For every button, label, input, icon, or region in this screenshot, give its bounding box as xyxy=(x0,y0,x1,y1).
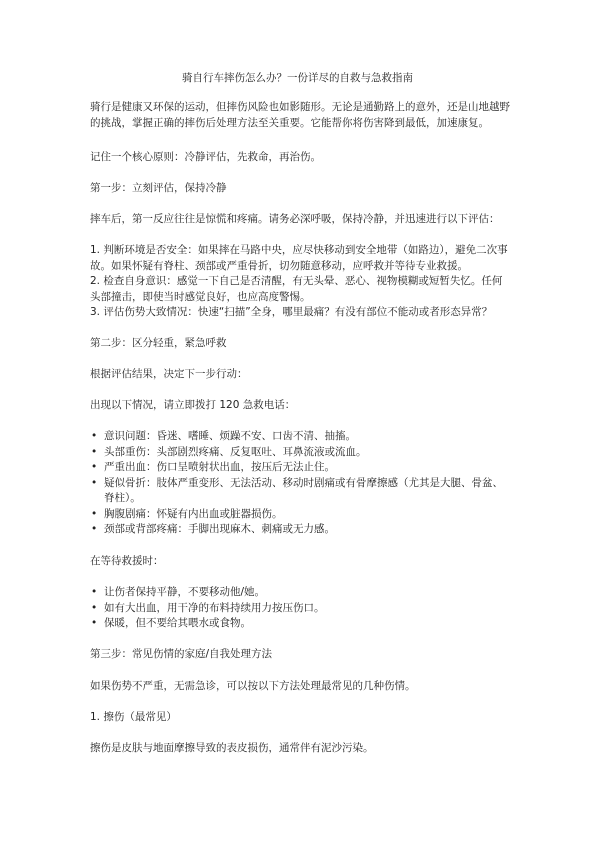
emergency-list xyxy=(90,429,510,538)
list-item: • 保暖，但不要给其喂水或食物。 xyxy=(90,616,510,632)
list-item: • 头部重伤：头部剧烈疼痛、反复呕吐、耳鼻流液或流血。 xyxy=(90,445,510,461)
list-item: 1. 判断环境是否安全：如果摔在马路中央，应尽快移动到安全地带（如路边），避免二次事故。如果怀疑有脊柱、颈部或严重骨折，切勿随意移动，应呼救并等待专业救援。 xyxy=(90,244,508,272)
list-item: • 严重出血：伤口呈喷射状出血，按压后无法止住。 xyxy=(90,460,510,476)
list-item: 2. 检查自身意识：感觉一下自己是否清醒，有无头晕、恶心、视物模糊或短暂失忆。任何头部撞击，即使当时感觉良好，也应高度警惕。 xyxy=(90,275,503,303)
intro-paragraph: 骑行是健康又环保的运动，但摔伤风险也如影随形。无论是通勤路上的意外，还是山地越野的挑战，掌握正确的摔伤后处理方法至关重要。它能帮你将伤害降到最低，加速康复。 xyxy=(90,101,510,129)
list-item: • 意识问题：昏迷、嗜睡、烦躁不安、口齿不清、抽搐。 xyxy=(90,429,510,445)
list-item: • 颈部或背部疼痛：手脚出现麻木、刺痛或无力感。 xyxy=(90,522,510,538)
list-item: • 让伤者保持平静，不要移动他/她。 xyxy=(90,585,510,601)
abrasion-text: 擦伤是皮肤与地面摩擦导致的表皮损伤，通常伴有泥沙污染。 xyxy=(90,742,374,754)
waiting-list xyxy=(90,585,510,632)
document-title: 骑自行车摔伤怎么办？一份详尽的自救与急救指南 xyxy=(182,72,413,84)
step3-heading: 第三步：常见伤情的家庭/自我处理方法 xyxy=(90,648,273,660)
list-item: • 疑似骨折：肢体严重变形、无法活动、移动时剧痛或有骨摩擦感（尤其是大腿、骨盆、脊柱）。 xyxy=(90,476,510,507)
step1-heading: 第一步：立刻评估，保持冷静 xyxy=(90,182,227,194)
step2-heading: 第二步：区分轻重，紧急呼救 xyxy=(90,337,227,349)
step3-intro: 如果伤势不严重，无需急诊，可以按以下方法处理最常见的几种伤情。 xyxy=(90,680,416,692)
abrasion-heading: 1. 擦伤（最常见） xyxy=(90,711,177,723)
step2-intro: 根据评估结果，决定下一步行动： xyxy=(90,368,248,380)
core-principle: 记住一个核心原则：冷静评估，先救命，再治伤。 xyxy=(90,151,321,163)
step1-intro: 摔车后，第一反应往往是惊慌和疼痛。请务必深呼吸，保持冷静，并迅速进行以下评估： xyxy=(90,213,500,225)
waiting-line: 在等待救援时： xyxy=(90,555,164,567)
list-item: 3. 评估伤势大致情况：快速“扫描”全身，哪里最痛？有没有部位不能动或者形态异常？ xyxy=(90,306,493,318)
list-item: • 胸腹剧痛：怀疑有内出血或脏器损伤。 xyxy=(90,507,510,523)
list-item: • 如有大出血，用干净的布料持续用力按压伤口。 xyxy=(90,601,510,617)
step1-list xyxy=(90,243,510,321)
emergency-call-line: 出现以下情况，请立即拨打 120 急救电话： xyxy=(90,399,296,411)
